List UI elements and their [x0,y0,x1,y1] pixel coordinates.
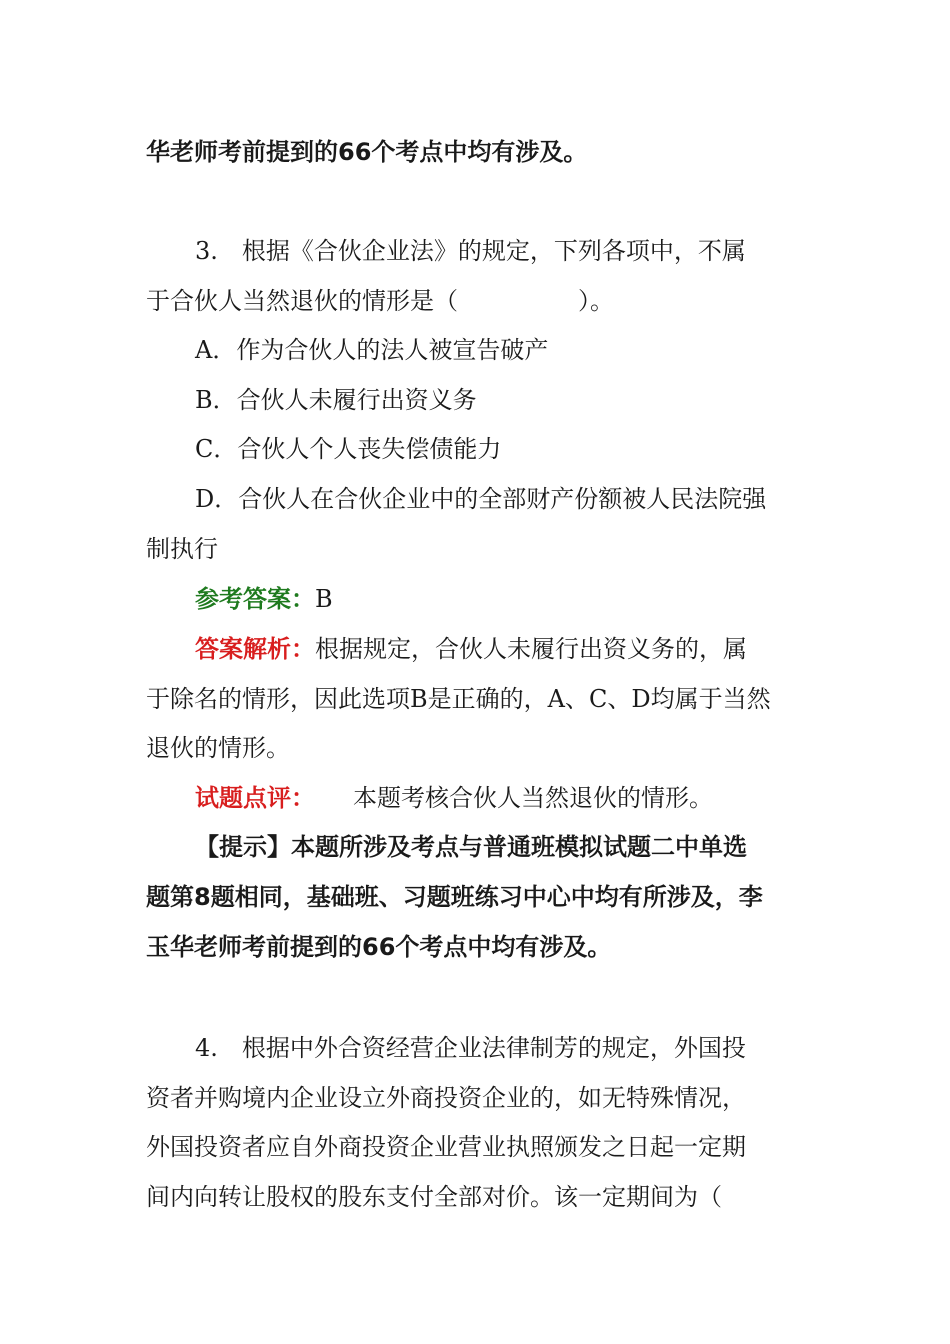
q3-option-d-line1: D．合伙人在合伙企业中的全部财产份额被人民法院强 [195,485,767,513]
q3-analysis-line1 [195,634,747,664]
q3-option-a: A．作为合伙人的法人被宣告破产 [195,336,549,364]
q4-stem-line4: 间内向转让股权的股东支付全部对价。该一定期间为（ [146,1183,722,1211]
q3-comment [195,783,713,813]
q3-option-c: C．合伙人个人丧失偿债能力 [195,435,502,463]
q3-option-b: B．合伙人未履行出资义务 [195,386,477,414]
answer-label: 参考答案： [195,585,315,613]
q3-stem-line2: 于合伙人当然退伙的情形是（ ）。 [146,287,614,315]
q3-analysis-line2: 于除名的情形，因此选项B是正确的，A、C、D均属于当然 [146,685,771,713]
q4-stem-line1: 4. 根据中外合资经营企业法律制芳的规定，外国投 [195,1034,746,1062]
analysis-label: 答案解析： [195,635,315,663]
q3-analysis-line3: 退伙的情形。 [146,734,290,762]
q3-stem-line1: 3. 根据《合伙企业法》的规定，下列各项中，不属 [195,237,746,265]
q3-hint-line3: 玉华老师考前提到的66个考点中均有涉及。 [146,933,612,961]
q3-hint-line2: 题第8题相同，基础班、习题班练习中心中均有所涉及，李 [146,883,763,911]
q4-stem-line3: 外国投资者应自外商投资企业营业执照颁发之日起一定期 [146,1133,746,1161]
analysis-text: 根据规定，合伙人未履行出资义务的，属 [315,635,747,663]
comment-text: 本题考核合伙人当然退伙的情形。 [353,784,713,812]
q3-answer [195,584,333,614]
answer-value: B [315,585,333,613]
q3-hint-line1: 【提示】本题所涉及考点与普通班模拟试题二中单选 [195,833,747,861]
q3-option-d-line2: 制执行 [146,535,218,563]
q4-stem-line2: 资者并购境内企业设立外商投资企业的，如无特殊情况， [146,1084,746,1112]
comment-label: 试题点评： [195,784,315,812]
top-note: 华老师考前提到的66个考点中均有涉及。 [146,138,588,166]
